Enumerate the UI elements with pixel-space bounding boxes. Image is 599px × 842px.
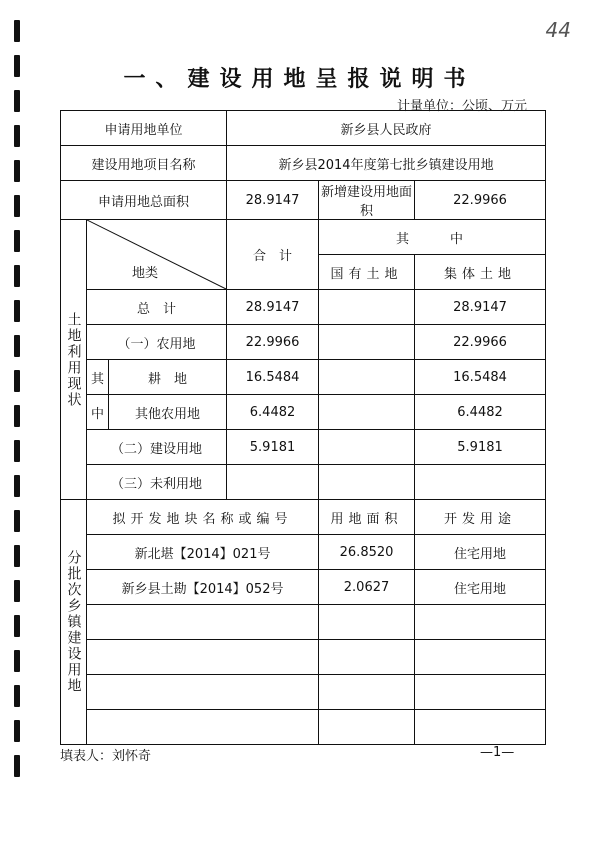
row-agri-sum: 22.9966 xyxy=(227,325,319,360)
plot-use-cell xyxy=(415,605,546,640)
row-unused-sum xyxy=(227,465,319,500)
new-area-label: 新增建设用地面积 xyxy=(319,181,415,220)
row-cultivated-collective: 16.5484 xyxy=(415,360,546,395)
row-construction-sum: 5.9181 xyxy=(227,430,319,465)
plot-area-cell xyxy=(319,640,415,675)
state-land-header: 国有土地 xyxy=(319,255,415,290)
row-agri-state xyxy=(319,325,415,360)
row-total-label: 总 计 xyxy=(87,290,227,325)
plot-name-cell xyxy=(87,605,319,640)
application-form-table xyxy=(60,110,546,745)
handwritten-page-number: 44 xyxy=(545,18,571,42)
row-total-collective: 28.9147 xyxy=(415,290,546,325)
row-cultivated-sum: 16.5484 xyxy=(227,360,319,395)
plot-area-cell: 26.8520 xyxy=(319,535,415,570)
collective-land-header: 集体土地 xyxy=(415,255,546,290)
plot-name-cell xyxy=(87,640,319,675)
plot-area-cell: 2.0627 xyxy=(319,570,415,605)
row-total-state xyxy=(319,290,415,325)
zhong-label: 中 xyxy=(87,395,109,430)
plot-use-header: 开发用途 xyxy=(415,500,546,535)
page-title: 一、建设用地呈报说明书 xyxy=(123,66,476,92)
row-construction-collective: 5.9181 xyxy=(415,430,546,465)
row-cultivated-label: 耕 地 xyxy=(109,360,227,395)
plot-area-header: 用地面积 xyxy=(319,500,415,535)
measurement-unit: 计量单位：公顷、万元 xyxy=(396,99,527,114)
form-filler: 填表人：刘怀奇 xyxy=(60,749,152,764)
among-header: 其 中 xyxy=(319,220,546,255)
row-other-agri-state xyxy=(319,395,415,430)
plot-name-cell: 新北堪【2014】021号 xyxy=(87,535,319,570)
row-unused-label: （三）未利用地 xyxy=(87,465,227,500)
row-other-agri-collective: 6.4482 xyxy=(415,395,546,430)
row-agri-label: （一）农用地 xyxy=(87,325,227,360)
row-agri-collective: 22.9966 xyxy=(415,325,546,360)
batch-section-label: 分批次乡镇建设用地 xyxy=(61,500,87,745)
sum-header: 合 计 xyxy=(227,220,319,290)
plot-name-header: 拟开发地块名称或编号 xyxy=(87,500,319,535)
plot-use-cell xyxy=(415,710,546,745)
page-number: —1— xyxy=(480,745,515,760)
new-area-value: 22.9966 xyxy=(415,181,546,220)
plot-use-cell: 住宅用地 xyxy=(415,535,546,570)
plot-area-cell xyxy=(319,675,415,710)
row-unused-state xyxy=(319,465,415,500)
category-label: 地类 xyxy=(132,266,159,281)
row-other-agri-sum: 6.4482 xyxy=(227,395,319,430)
project-name-value: 新乡县2014年度第七批乡镇建设用地 xyxy=(227,146,546,181)
row-other-agri-label: 其他农用地 xyxy=(109,395,227,430)
row-total-sum: 28.9147 xyxy=(227,290,319,325)
project-name-label: 建设用地项目名称 xyxy=(61,146,227,181)
category-header-cell xyxy=(87,220,227,290)
plot-use-cell xyxy=(415,675,546,710)
total-area-label: 申请用地总面积 xyxy=(61,181,227,220)
plot-name-cell xyxy=(87,710,319,745)
row-unused-collective xyxy=(415,465,546,500)
row-construction-state xyxy=(319,430,415,465)
applicant-value: 新乡县人民政府 xyxy=(227,111,546,146)
plot-use-cell xyxy=(415,640,546,675)
row-construction-label: （二）建设用地 xyxy=(87,430,227,465)
plot-area-cell xyxy=(319,710,415,745)
plot-name-cell: 新乡县土勘【2014】052号 xyxy=(87,570,319,605)
total-area-value: 28.9147 xyxy=(227,181,319,220)
land-status-section-label: 土地利用现状 xyxy=(61,220,87,500)
qi-label: 其 xyxy=(87,360,109,395)
plot-use-cell: 住宅用地 xyxy=(415,570,546,605)
plot-name-cell xyxy=(87,675,319,710)
binding-holes xyxy=(14,20,22,820)
row-cultivated-state xyxy=(319,360,415,395)
plot-area-cell xyxy=(319,605,415,640)
applicant-label: 申请用地单位 xyxy=(61,111,227,146)
